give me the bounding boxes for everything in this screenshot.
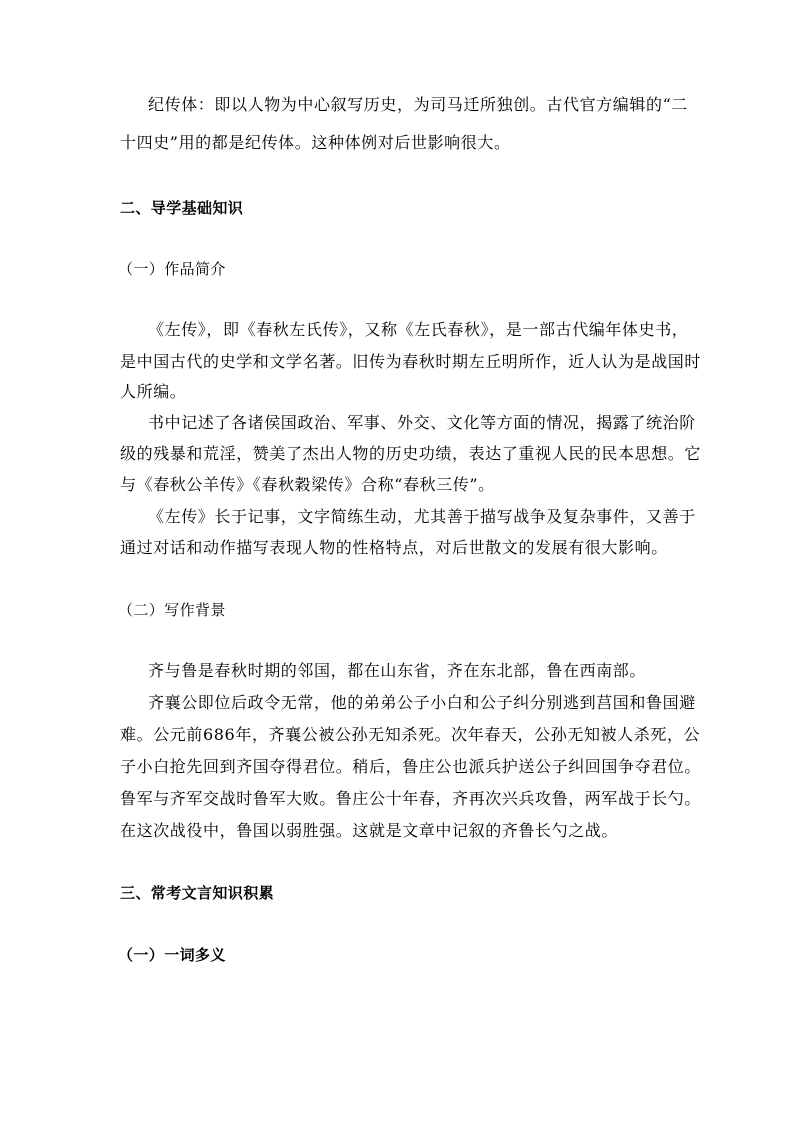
works-intro-p1-line-1: 《左传》，即《春秋左氏传》，又称《左氏春秋》，是一部古代编年体史书， <box>148 320 689 339</box>
works-intro-p2-line-1: 书中记述了各诸侯国政治、军事、外交、文化等方面的情况，揭露了统治阶 <box>148 413 696 432</box>
background-p2-line-4: 鲁军与齐军交战时鲁军大败。鲁庄公十年春，齐再次兴兵攻鲁，两军战于长勺。 <box>120 789 702 808</box>
works-intro-p1-line-2: 是中国古代的史学和文学名著。旧传为春秋时期左丘明所作，近人认为是战国时 <box>120 352 702 371</box>
background-p1-line-1: 齐与鲁是春秋时期的邻国，都在山东省，齐在东北部，鲁在西南部。 <box>148 661 647 680</box>
section-2-heading: 二、导学基础知识 <box>120 199 244 217</box>
works-intro-p2-line-3: 与《春秋公羊传》《春秋穀梁传》合称“春秋三传”。 <box>120 475 495 494</box>
works-intro-p3-line-1: 《左传》长于记事，文字简练生动，尤其善于描写战争及复杂事件，又善于 <box>148 507 696 526</box>
intro-line-2: 十四史”用的都是纪传体。这种体例对后世影响很大。 <box>120 133 511 152</box>
background-p2-line-3: 子小白抢先回到齐国夺得君位。稍后，鲁庄公也派兵护送公子纠回国争夺君位。 <box>120 757 702 776</box>
works-intro-p2-line-2: 级的残暴和荒淫，赞美了杰出人物的历史功绩，表达了重视人民的民本思想。它 <box>120 444 702 463</box>
section-3-heading: 三、常考文言知识积累 <box>120 884 275 902</box>
subsection-polysemy-heading: （一）一词多义 <box>118 946 226 964</box>
intro-line-1: 纪传体：即以人物为中心叙写历史，为司马迁所独创。古代官方编辑的“二 <box>148 95 688 114</box>
subsection-background-heading: （二）写作背景 <box>118 601 226 619</box>
background-p2-line-5: 在这次战役中，鲁国以弱胜强。这就是文章中记叙的齐鲁长勺之战。 <box>120 821 619 840</box>
background-p2-line-2: 难。公元前686年，齐襄公被公孙无知杀死。次年春天，公孙无知被人杀死，公 <box>120 725 701 744</box>
background-p2-line-1: 齐襄公即位后政令无常，他的弟弟公子小白和公子纠分别逃到莒国和鲁国避 <box>148 693 696 712</box>
subsection-works-intro-heading: （一）作品简介 <box>118 260 226 278</box>
works-intro-p3-line-2: 通过对话和动作描写表现人物的性格特点，对后世散文的发展有很大影响。 <box>120 538 668 557</box>
works-intro-p1-line-3: 人所编。 <box>120 382 187 401</box>
